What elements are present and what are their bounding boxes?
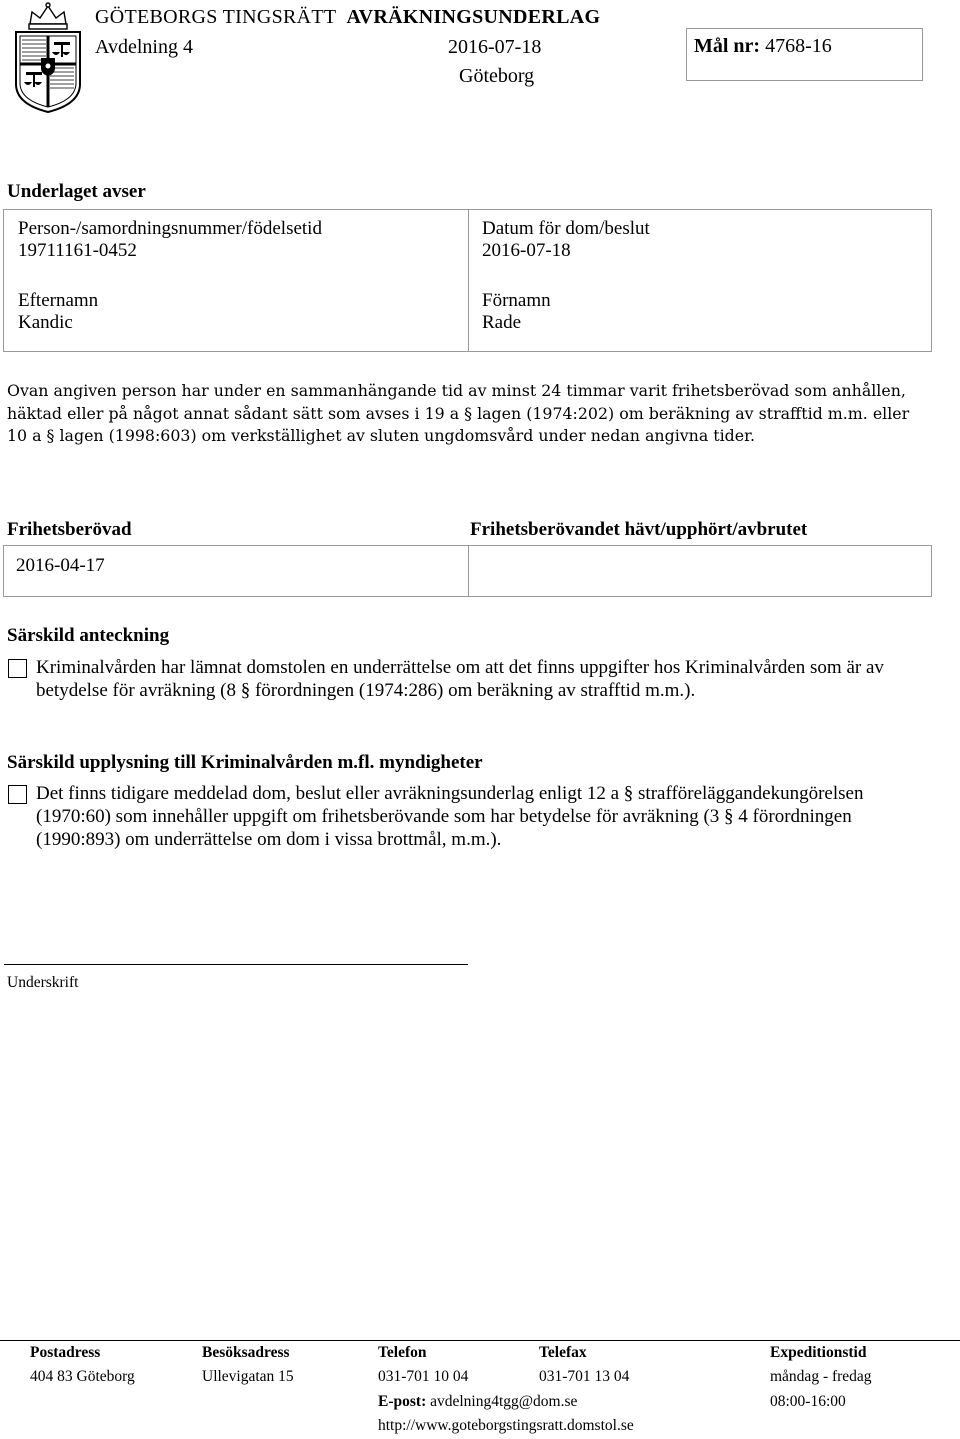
info-heading: Särskild upplysning till Kriminalvården m.fl. myndigheter — [7, 752, 483, 773]
footer-postal-label: Postadress — [30, 1344, 101, 1361]
surname-label: Efternamn — [18, 290, 99, 311]
footer-rule — [0, 1340, 960, 1341]
id-value: 19711161-0452 — [18, 240, 137, 261]
court-crest-logo — [10, 2, 86, 114]
decision-date-value: 2016-07-18 — [482, 240, 571, 261]
decision-date-label: Datum för dom/beslut — [482, 218, 650, 239]
document-date: 2016-07-18 — [448, 36, 542, 58]
id-label: Person-/samordningsnummer/födelsetid — [18, 218, 322, 239]
case-number-value: 4768-16 — [765, 35, 832, 57]
note-checkbox-row — [8, 656, 928, 702]
note-heading: Särskild anteckning — [7, 625, 170, 646]
footer-hours-label: Expeditionstid — [770, 1344, 867, 1361]
footer-hours-time: 08:00-16:00 — [770, 1393, 846, 1410]
subject-heading: Underlaget avser — [7, 181, 146, 202]
footer-hours-days: måndag - fredag — [770, 1368, 872, 1385]
info-checkbox[interactable] — [8, 785, 27, 804]
note-text: Kriminalvården har lämnat domstolen en underrättelse om att det finns uppgifter hos Kriminalvården som är av betydelse för avräkning (8 § förordningen (1974:286) om beräkning av strafftid m.m.). — [36, 657, 884, 701]
info-text: Det finns tidigare meddelad dom, beslut eller avräkningsunderlag enligt 12 a § strafföreläggandekungörelsen (1970:60) som innehåller uppgift om frihetsberövande som har betydelse för avräkning (3 § 4 förordningen (1990:893) om underrättelse om dom i vissa brottmål, m.m.). — [36, 783, 864, 850]
signature-label: Underskrift — [7, 974, 79, 991]
detention-box — [3, 545, 932, 597]
column-divider — [468, 546, 469, 596]
detention-from-label: Frihetsberövad — [7, 519, 132, 540]
statement-paragraph: Ovan angiven person har under en sammanhängande tid av minst 24 timmar varit frihetsberövad som anhållen, häktad eller på något annat sådant sätt som avses i 19 a § lagen (1974:202) om beräkning av strafftid m.m. eller 10 a § lagen (1998:603) om verkställighet av sluten ungdomsvård under nedan angivna tider. — [7, 381, 910, 445]
footer-email-label: E-post: — [378, 1393, 427, 1410]
firstname-label: Förnamn — [482, 290, 551, 311]
case-number-label: Mål nr: — [694, 35, 761, 57]
detention-to-label: Frihetsberövandet hävt/upphört/avbrutet — [470, 519, 808, 540]
department: Avdelning 4 — [95, 36, 193, 58]
footer-phone-label: Telefon — [378, 1344, 427, 1361]
footer-visit-label: Besöksadress — [202, 1344, 290, 1361]
surname-value: Kandic — [18, 312, 73, 333]
footer-web-link[interactable]: http://www.goteborgstingsratt.domstol.se — [378, 1417, 634, 1434]
document-city: Göteborg — [459, 65, 535, 87]
column-divider — [468, 210, 469, 351]
info-checkbox-row — [8, 782, 928, 851]
footer-phone-value: 031-701 10 04 — [378, 1368, 469, 1385]
footer-postal-value: 404 83 Göteborg — [30, 1368, 135, 1385]
footer-fax-value: 031-701 13 04 — [539, 1368, 630, 1385]
signature-line — [4, 964, 468, 965]
footer-fax-label: Telefax — [539, 1344, 587, 1361]
court-name — [95, 6, 600, 29]
case-number-box — [686, 28, 923, 81]
detention-from-value: 2016-04-17 — [16, 555, 105, 576]
footer-email — [378, 1393, 577, 1411]
firstname-value: Rade — [482, 312, 522, 333]
subject-data-box — [3, 209, 932, 352]
footer-visit-value: Ullevigatan 15 — [202, 1368, 294, 1385]
document-title: AVRÄKNINGSUNDERLAG — [346, 6, 601, 28]
note-checkbox[interactable] — [8, 659, 27, 678]
footer-email-link[interactable]: avdelning4tgg@dom.se — [430, 1393, 578, 1410]
court-name-text: GÖTEBORGS TINGSRÄTT — [95, 6, 337, 28]
